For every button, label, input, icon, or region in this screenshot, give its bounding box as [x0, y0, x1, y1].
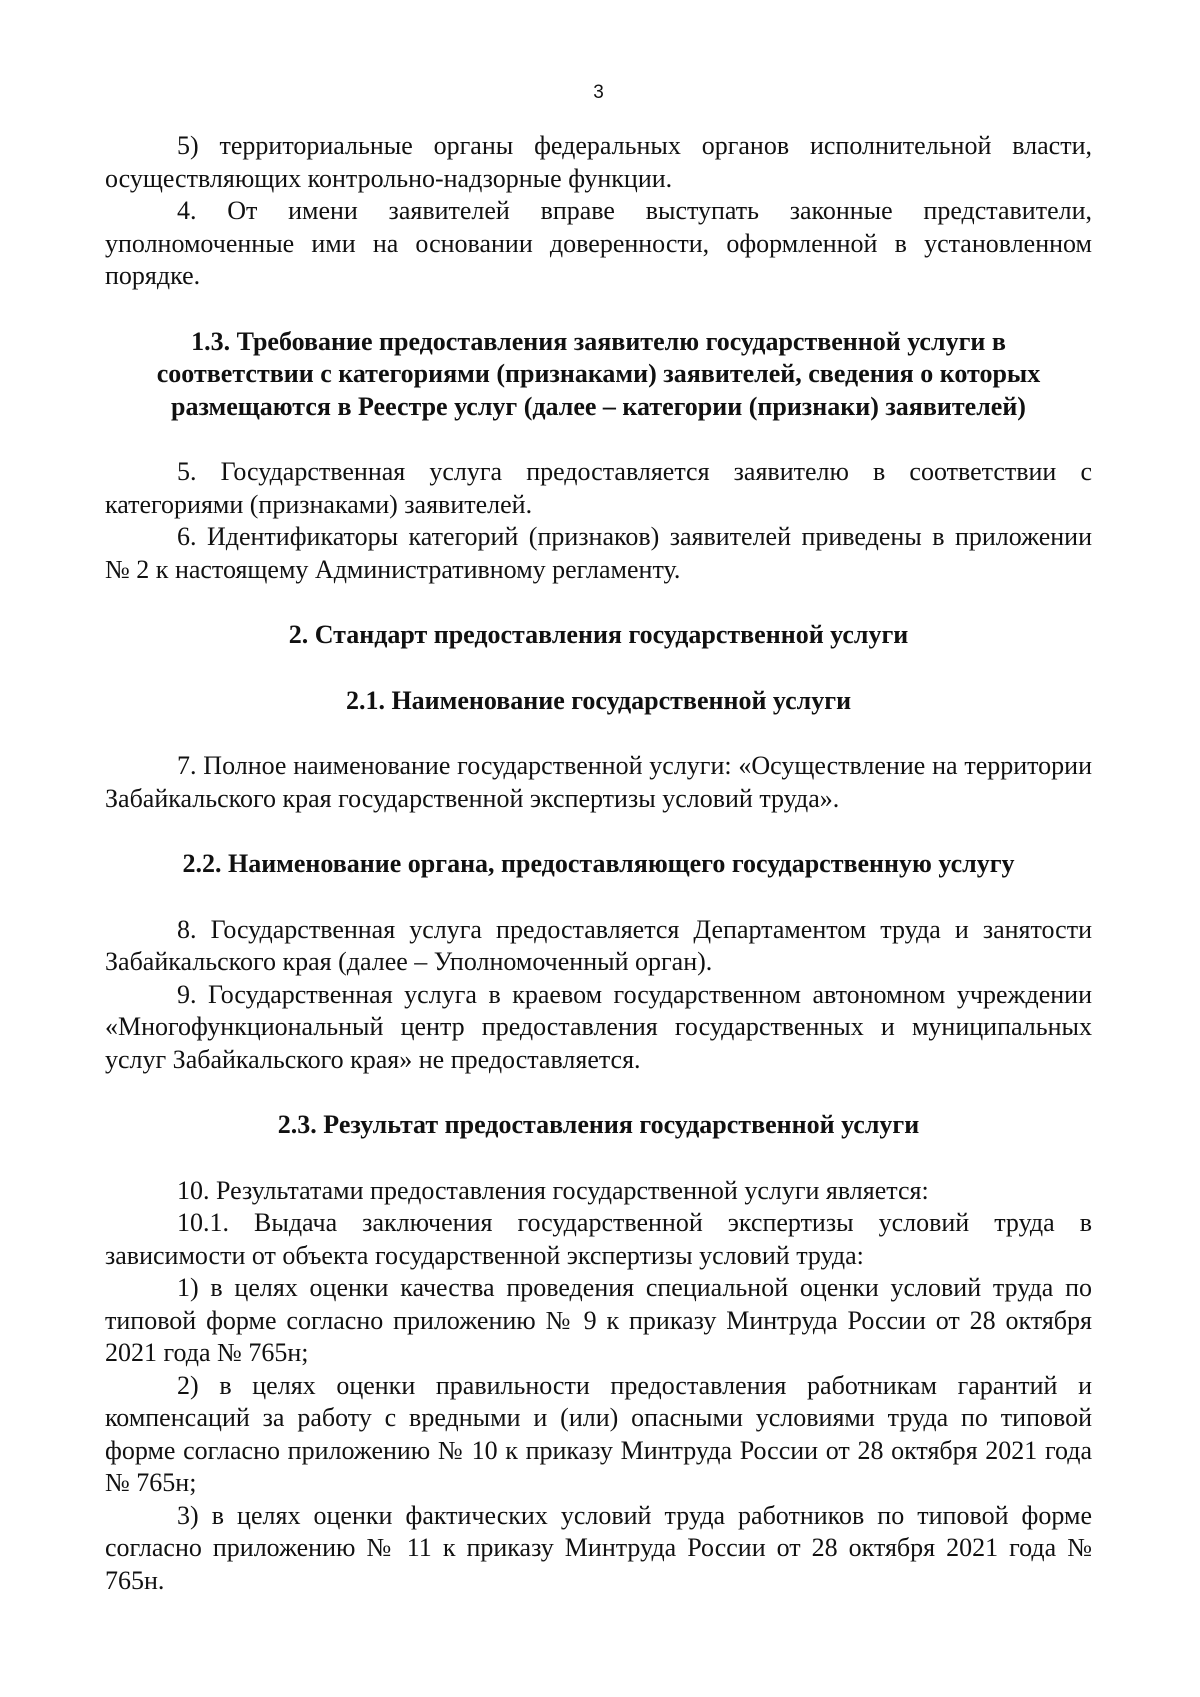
- spacer: [105, 1142, 1092, 1175]
- spacer: [105, 815, 1092, 848]
- spacer: [105, 652, 1092, 685]
- section-heading-2: 2. Стандарт предоставления государственной услуги: [288, 620, 909, 649]
- spacer: [105, 881, 1092, 914]
- paragraph-10-1: 10.1. Выдача заключения государственной экспертизы условий труда в зависимости от объекта государственной экспертизы условий труда:: [105, 1208, 1092, 1270]
- heading-line: 1.3. Требование предоставления заявителю государственной услуги в: [191, 326, 1006, 356]
- section-heading-2-2: 2.2. Наименование органа, предоставляющего государственную услугу: [182, 849, 1015, 878]
- section-heading-2-1: 2.1. Наименование государственной услуги: [345, 685, 852, 715]
- heading-line: соответствии с категориями (признаками) заявителей, сведения о которых: [156, 359, 1041, 388]
- paragraph-5: 5. Государственная услуга предоставляется заявителю в соответствии с категориями (признаками) заявителей.: [105, 457, 1092, 519]
- paragraph-10-1-item-3: 3) в целях оценки фактических условий труда работников по типовой форме согласно приложению № 11 к приказу Минтруда России от 28 октября 2021 года № 765н.: [105, 1500, 1092, 1595]
- paragraph-10-1-item-2: 2) в целях оценки правильности предоставления работникам гарантий и компенсаций за работу с вредными и (или) опасными условиями труда по типовой форме согласно приложению № 10 к приказу Минтруда России от 28 октября 2021 года № 765н;: [105, 1370, 1092, 1497]
- section-heading-2-3: 2.3. Результат предоставления государственной услуги: [277, 1110, 920, 1139]
- spacer: [105, 1076, 1092, 1109]
- heading-line: размещаются в Реестре услуг (далее – категории (признаки) заявителей): [171, 391, 1026, 421]
- page-number: 3: [593, 82, 604, 103]
- spacer: [105, 586, 1092, 619]
- paragraph-9: 9. Государственная услуга в краевом государственном автономном учреждении «Многофункциональный центр предоставления государственных и муниципальных услуг Забайкальского края» не предоставляется.: [105, 979, 1092, 1074]
- spacer: [105, 717, 1092, 750]
- section-heading-1-3: [105, 326, 1092, 424]
- paragraph-4: 4. От имени заявителей вправе выступать законные представители, уполномоченные ими на основании доверенности, оформленной в установленном порядке.: [105, 196, 1092, 290]
- spacer: [105, 423, 1092, 456]
- paragraph-10-1-item-1: 1) в целях оценки качества проведения специальной оценки условий труда по типовой форме согласно приложению № 9 к приказу Минтруда России от 28 октября 2021 года № 765н;: [105, 1273, 1092, 1367]
- paragraph-10: 10. Результатами предоставления государственной услуги является:: [177, 1175, 929, 1205]
- paragraph-8: 8. Государственная услуга предоставляется Департаментом труда и занятости Забайкальского края (далее – Уполномоченный орган).: [105, 914, 1092, 976]
- paragraph-item-5: 5) территориальные органы федеральных органов исполнительной власти, осуществляющих контрольно-надзорные функции.: [105, 131, 1092, 193]
- paragraph-6: 6. Идентификаторы категорий (признаков) заявителей приведены в приложении № 2 к настоящему Административному регламенту.: [105, 522, 1092, 584]
- spacer: [105, 293, 1092, 326]
- paragraph-7: 7. Полное наименование государственной услуги: «Осуществление на территории Забайкальского края государственной экспертизы условий труда».: [105, 751, 1092, 813]
